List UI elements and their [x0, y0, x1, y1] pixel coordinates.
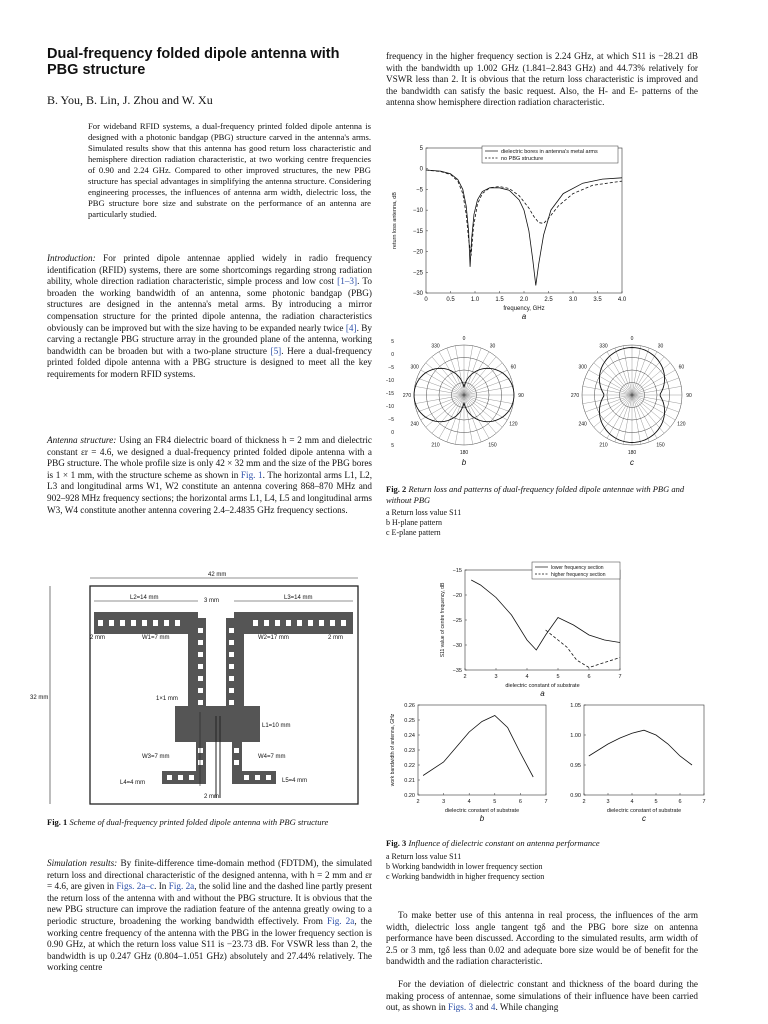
y-tick-label: 0.95 — [570, 763, 581, 769]
series-line-2 — [546, 630, 620, 668]
y-tick-label: −5 — [416, 187, 423, 194]
y-tick-label: −30 — [452, 643, 462, 649]
x-tick-label: 3 — [494, 674, 498, 680]
right-column-top-paragraph: frequency in the higher frequency section is 2.24 GHz, at which S11 is −28.21 dB with the bandwidth up 1.002 GHz (1.841–2.843 GHz) and 44.73% relatively for VSWR less than 2. It is obvious that the return loss characteristic is improved and the bandwidth can satisfy the basic request. Also, the H- and E- patterns of the antenna show hemisphere direction radiation characteristic. — [386, 51, 698, 108]
fig2-caption — [386, 484, 701, 538]
legend-label: no PBG structure — [501, 156, 544, 162]
fig2-sub-c: c E-plane pattern — [386, 528, 441, 538]
arm-l1 — [175, 706, 260, 742]
fig1-antenna-scheme — [30, 566, 370, 814]
polar-angle-label: 180 — [459, 450, 469, 456]
simulation-text: , the solid line and the dashed line partly present the return loss of the antenna with and without the PBG structure. It is obvious that the new PBG structure can improve the radiation feature of the antenna greatly owing to a periodic structure, broadening the working bandwidth effectively. From — [47, 881, 372, 926]
x-tick-label: 6 — [678, 799, 682, 805]
polar-angle-label: 240 — [410, 421, 419, 428]
polar-radial-label: −10 — [386, 378, 394, 384]
polar-angle-label: 30 — [489, 343, 496, 350]
dim-two-right: 2 mm — [328, 635, 343, 641]
x-tick-label: 2 — [582, 799, 586, 805]
simulation-text: . In — [154, 881, 169, 892]
citation-link[interactable]: [4] — [345, 322, 357, 333]
x-tick-label: 3.0 — [568, 297, 578, 303]
antenna-structure-paragraph — [47, 435, 372, 516]
dim-two-left: 2 mm — [90, 635, 105, 641]
figure-link[interactable]: Figs. 3 — [448, 1002, 474, 1013]
x-axis-label: dielectric constant of substrate — [444, 808, 520, 814]
polar-angle-label: 90 — [686, 393, 692, 399]
dim-two-bottom: 2 mm — [204, 794, 219, 800]
series-line-1 — [423, 716, 533, 778]
plot-frame — [465, 570, 620, 670]
x-tick-label: 1.5 — [495, 297, 504, 303]
introduction-paragraph — [47, 253, 372, 381]
polar-angle-label: 150 — [488, 442, 497, 449]
y-tick-label: −20 — [412, 249, 423, 256]
y-axis-label: work bandwidth of antenna, GHz — [390, 713, 396, 787]
y-tick-label: 0 — [419, 166, 423, 173]
para-text: and — [473, 1002, 491, 1013]
polar-angle-label: 300 — [410, 364, 419, 371]
polar-angle-label: 120 — [677, 421, 686, 428]
panel-label: b — [461, 458, 467, 467]
y-tick-label: −30 — [412, 291, 423, 297]
fig2-sub-a: a Return loss value S11 — [386, 508, 462, 518]
fig3c-chart — [560, 700, 710, 825]
x-tick-label: 5 — [493, 799, 497, 805]
dim-gap: 3 mm — [204, 598, 219, 604]
fig3a-chart — [430, 560, 630, 700]
x-tick-label: 4 — [525, 674, 529, 680]
polar-radial-label: 0 — [391, 352, 394, 358]
y-tick-label: 0.90 — [570, 793, 581, 799]
x-tick-label: 4 — [467, 799, 471, 805]
fig2-caption-number: Fig. 2 — [386, 484, 407, 494]
figure-link[interactable]: 4 — [490, 1002, 496, 1013]
polar-radial-label: −5 — [388, 365, 394, 371]
x-axis-label: dielectric constant of substrate — [505, 683, 580, 689]
polar-angle-label: 210 — [599, 442, 608, 449]
fig3-sub-c: c Working bandwidth in higher frequency section — [386, 871, 545, 881]
polar-radial-label: −5 — [388, 417, 394, 423]
x-tick-label: 6 — [587, 674, 591, 680]
y-tick-label: −20 — [452, 593, 462, 599]
fig3-caption-text: Influence of dielectric constant on antenna performance — [408, 838, 600, 848]
x-tick-label: 2 — [463, 674, 467, 680]
dim-w2: W2=17 mm — [258, 635, 289, 641]
y-tick-label: 0.20 — [404, 793, 415, 799]
paper-title: Dual-frequency folded dipole antenna with PBG structure — [47, 46, 340, 78]
fig2a-return-loss-chart — [386, 140, 636, 330]
y-tick-label: −10 — [412, 208, 423, 215]
series-line-2 — [426, 170, 622, 256]
y-tick-label: −35 — [452, 668, 462, 674]
y-tick-label: 0.21 — [404, 778, 415, 784]
right-column-bottom-paragraph-1: To make better use of this antenna in real process, the influences of the arm width, dielectric loss angle tangent tgδ and the PBG bore size on antenna performance have been discussed. According to the simulated results, arm width of 2.5 or 3 mm, tgδ less than 0.02 and adequate bore size would be of benefit for the bandwidth and the radiation characteristic. — [386, 910, 698, 967]
structure-text: . The horizontal arms L1, L2, L3 and longitudinal arms W1, W2 constitute an antenna covering 868–870 MHz and 902–928 MHz frequency sections; the horizontal arms L1, L4, L5 and longitudinal arms W3, W4 constitute another antenna covering 2.4–2.4835 GHz frequency sections. — [47, 469, 372, 515]
para-text: . While changing — [495, 1002, 559, 1013]
intro-text: . Here a dual-frequency printed folded dipole antenna with a PBG structure is designed to meet all the key requirements for modern RFID systems. — [47, 345, 372, 379]
y-axis-label: return loss antenna, dB — [392, 192, 398, 249]
authors: B. You, B. Lin, J. Zhou and W. Xu — [47, 93, 213, 107]
y-tick-label: −25 — [452, 618, 462, 624]
fig3-caption — [386, 838, 701, 882]
structure-label: Antenna structure: — [47, 435, 117, 445]
plot-frame — [584, 705, 704, 795]
polar-angle-label: 210 — [431, 442, 440, 449]
intro-text: For printed dipole antennae applied widely in radio frequency identification (RFID) systems, there are some shortcomings regarding strong radiation ability, whole direction radiation characteristic, simple process and low cost — [47, 253, 372, 287]
simulation-text: By finite-difference time-domain method (FDTDM), the simulated return loss and directional characteristic of the designed antenna, with h = 2 mm and εr = 4.6, are given in — [47, 858, 372, 892]
x-tick-label: 4 — [630, 799, 634, 805]
intro-text: . To broaden the working bandwidth of an antenna, some photonic bandgap (PBG) structures are designed in the antenna's metal arms. By introducing a mirror compensation structure for the printed dipole antenna, the radiation characteristics obviously can be improved but with the size having to be expanded nearly twice — [47, 276, 372, 333]
polar-angle-label: 150 — [656, 442, 665, 449]
plot-frame — [426, 148, 622, 293]
fig1-caption-number: Fig. 1 — [47, 817, 68, 827]
panel-label: a — [540, 689, 545, 698]
arm-l3 — [234, 612, 353, 634]
y-tick-label: −15 — [412, 228, 423, 235]
dim-l3: L3=14 mm — [284, 595, 313, 601]
dim-l2: L2=14 mm — [130, 595, 159, 601]
y-tick-label: 1.00 — [570, 733, 581, 739]
abstract: For wideband RFID systems, a dual-frequency printed folded dipole antenna is designed with a photonic bandgap (PBG) structure carved in the antenna's arms. Simulated results show that this antenna has good return loss characteristic and hemisphere direction radiation characteristic, at two working centre frequencies of 0.90 and 2.24 GHz. Compared to other improved structures, the new PBG structure has special advantages in simplifying the antenna structure. Considering engineering processes, the influences of antenna arm width, dielectric loss, the PBG structure bore size and substrate on the performance of an antenna are particularly studied. — [88, 121, 371, 219]
y-tick-label: 0.24 — [404, 733, 415, 739]
polar-angle-label: 30 — [657, 343, 664, 350]
para-text: For the deviation of dielectric constant and thickness of the board during the making process of antennae, some simulations of their influence have been carried out, as shown in — [386, 979, 698, 1013]
polar-radial-label: 5 — [391, 443, 394, 449]
citation-link[interactable]: [5] — [270, 345, 282, 356]
panel-label: c — [642, 814, 646, 823]
dim-l4: L4=4 mm — [120, 780, 146, 786]
y-tick-label: 1.05 — [570, 703, 581, 709]
fig2-polar-patterns — [386, 333, 706, 473]
figure-link[interactable]: Fig. 2a — [327, 915, 355, 926]
polar-radial-label: −15 — [386, 391, 394, 397]
x-tick-label: 0.5 — [446, 297, 455, 303]
polar-angle-label: 60 — [678, 364, 685, 371]
figure-link[interactable]: Fig. 2a — [168, 881, 195, 892]
polar-radial-label: −10 — [386, 404, 394, 410]
polar-angle-label: 180 — [627, 450, 637, 456]
x-tick-label: 5 — [654, 799, 658, 805]
x-tick-label: 5 — [556, 674, 560, 680]
right-column-bottom-paragraph-2 — [386, 979, 698, 1014]
x-tick-label: 3 — [606, 799, 610, 805]
x-tick-label: 7 — [618, 674, 622, 680]
polar-angle-label: 90 — [518, 393, 524, 399]
x-tick-label: 0 — [424, 297, 428, 303]
dim-w1: W1=7 mm — [142, 635, 170, 641]
panel-label: b — [479, 814, 485, 823]
dim-w4: W4=7 mm — [258, 754, 286, 760]
dim-width: 42 mm — [208, 572, 227, 578]
panel-label: a — [521, 312, 527, 321]
y-axis-label: S11 value of centre frequency, dB — [440, 582, 446, 658]
polar-angle-label: 270 — [402, 393, 412, 399]
fig2-sub-b: b H-plane pattern — [386, 518, 442, 528]
series-line-1 — [426, 170, 622, 286]
dim-l5: L5=4 mm — [282, 778, 308, 784]
x-tick-label: 4.0 — [617, 297, 627, 303]
simulation-text: , the working centre frequency of the antenna with the PBG in the lower frequency section is 0.90 GHz, at which the return loss value S11 is −23.73 dB. For VSWR less than 2, the bandwidth is up 0.247 GHz (0.804–1.051 GHz) absolutely and 27.44% relatively. The working centre — [47, 915, 372, 973]
y-tick-label: 0.25 — [404, 718, 415, 724]
x-tick-label: 7 — [544, 799, 548, 805]
fig3-caption-number: Fig. 3 — [386, 838, 407, 848]
polar-angle-label: 0 — [462, 336, 466, 342]
fig1-caption-text: Scheme of dual-frequency printed folded dipole antenna with PBG structure — [69, 817, 329, 827]
legend-label: lower frequency section — [551, 565, 604, 571]
polar-radial-label: 0 — [391, 430, 394, 436]
y-tick-label: −25 — [412, 270, 423, 277]
y-tick-label: 0.22 — [404, 763, 415, 769]
y-tick-label: −15 — [452, 568, 462, 574]
structure-text: Using an FR4 dielectric board of thickness h = 2 mm and dielectric constant εr = 4.6, we designed a dual-frequency printed folded dipole antenna with a PBG structure. The whole profile size is only 42 × 32 mm and the size of the PBG bores is 1 × 1 mm, with the structure scheme as shown in — [47, 435, 372, 480]
dim-height: 32 mm — [30, 695, 49, 701]
figure-link[interactable]: Figs. 2a–c — [116, 881, 155, 892]
dim-w3: W3=7 mm — [142, 754, 170, 760]
x-tick-label: 3 — [442, 799, 446, 805]
x-tick-label: 2 — [416, 799, 420, 805]
plot-frame — [418, 705, 546, 795]
fig2-caption-text: Return loss and patterns of dual-frequency folded dipole antennae with PBG and without PBG — [386, 484, 685, 505]
y-tick-label: 0.23 — [404, 748, 415, 754]
polar-angle-label: 330 — [431, 343, 440, 350]
series-line-1 — [471, 580, 620, 650]
fig3-sub-a: a Return loss value S11 — [386, 851, 462, 861]
fig3b-chart — [386, 700, 556, 825]
y-tick-label: 0.26 — [404, 703, 415, 709]
citation-link[interactable]: [1–3] — [337, 276, 358, 287]
x-tick-label: 6 — [518, 799, 522, 805]
figure-link[interactable]: Fig. 1 — [240, 469, 263, 480]
polar-radial-label: 5 — [391, 339, 394, 345]
intro-text: . By carving a rectangle PBG structure array in the grounded plane of the antenna, working bandwidth can be broaden but with a two-plane structure — [47, 322, 372, 356]
polar-angle-label: 300 — [578, 364, 587, 371]
dim-l1: L1=10 mm — [262, 723, 291, 729]
polar-angle-label: 0 — [630, 336, 634, 342]
legend-label: dielectric bores in antenna's metal arms — [501, 149, 598, 155]
simulation-label: Simulation results: — [47, 858, 118, 868]
polar-angle-label: 60 — [510, 364, 517, 371]
panel-label: c — [630, 458, 634, 467]
polar-angle-label: 120 — [509, 421, 518, 428]
x-axis-label: frequency, GHz — [503, 306, 545, 312]
x-tick-label: 2.5 — [544, 297, 553, 303]
series-line-1 — [589, 730, 692, 765]
x-tick-label: 2.0 — [519, 297, 529, 303]
fig1-caption — [47, 817, 372, 828]
dim-bore: 1×1 mm — [156, 696, 178, 702]
x-tick-label: 7 — [702, 799, 706, 805]
polar-angle-label: 270 — [570, 393, 580, 399]
introduction-label: Introduction: — [47, 253, 96, 263]
pbg-bores — [98, 620, 346, 780]
x-tick-label: 3.5 — [593, 297, 602, 303]
polar-angle-label: 330 — [599, 343, 608, 350]
fig3-sub-b: b Working bandwidth in lower frequency section — [386, 861, 543, 871]
legend-label: higher frequency section — [551, 572, 606, 578]
simulation-paragraph — [47, 858, 372, 974]
y-tick-label: 5 — [419, 146, 423, 152]
x-axis-label: dielectric constant of substrate — [606, 808, 682, 814]
x-tick-label: 1.0 — [470, 297, 480, 303]
polar-angle-label: 240 — [578, 421, 587, 428]
